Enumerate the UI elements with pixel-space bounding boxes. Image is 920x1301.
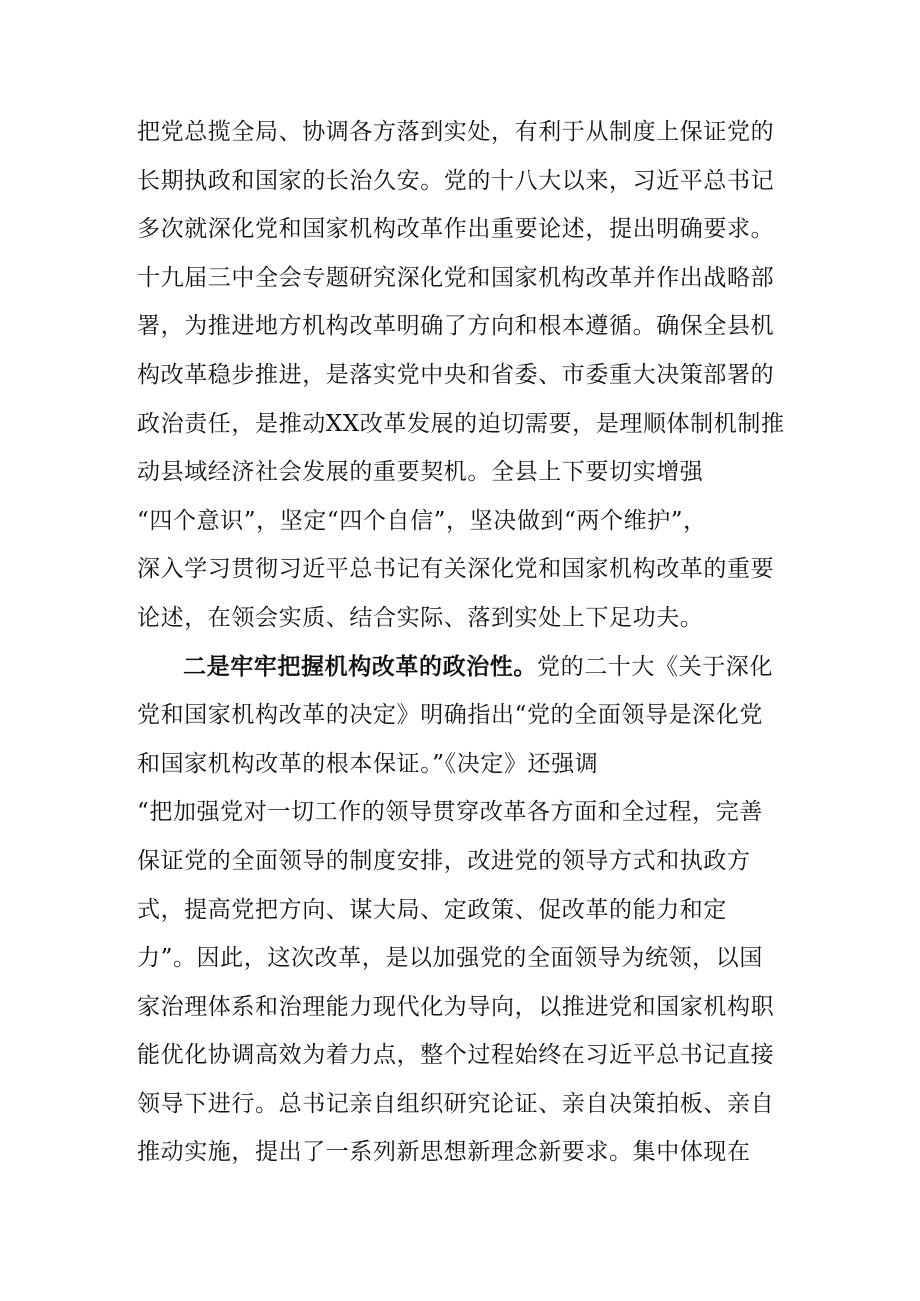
- text-line: “把加强党对一切工作的领导贯穿改革各方面和全过程，完善: [137, 799, 763, 826]
- text-line: 署，为推进地方机构改革明确了方向和根本遵循。确保全县机: [137, 313, 775, 340]
- text-line: 式，提高党把方向、谋大局、定政策、促改革的能力和定: [137, 896, 727, 923]
- text-line: 领导下进行。总书记亲自组织研究论证、亲自决策拍板、亲自: [137, 1090, 775, 1117]
- text-line: 保证党的全面领导的制度安排，改进党的领导方式和执政方: [137, 847, 751, 874]
- text-line: 多次就深化党和国家机构改革作出重要论述，提出明确要求。: [137, 216, 775, 243]
- text-line: 十九届三中全会专题研究深化党和国家机构改革并作出战略部: [137, 264, 775, 291]
- paragraph-2-heading: 二是牢牢把握机构改革的政治性。: [183, 652, 537, 680]
- text-line: 长期执政和国家的长治久安。党的十八大以来，习近平总书记: [137, 167, 775, 194]
- text-line: 论述，在领会实质、结合实际、落到实处上下足功夫。: [137, 604, 704, 631]
- text-line: 力”。因此，这次改革，是以加强党的全面领导为统领，以国: [137, 945, 763, 972]
- text-line: 构改革稳步推进，是落实党中央和省委、市委重大决策部署的: [137, 361, 775, 388]
- text-line: 和国家机构改革的根本保证。”《决定》还强调: [137, 750, 599, 777]
- text-line: 深入学习贯彻习近平总书记有关深化党和国家机构改革的重要: [137, 556, 775, 583]
- document-body: [137, 108, 797, 1177]
- text-line: 党和国家机构改革的决定》明确指出“党的全面领导是深化党: [137, 702, 763, 729]
- text-line: 能优化协调高效为着力点，整个过程始终在习近平总书记直接: [137, 1042, 775, 1069]
- text-line: 动县域经济社会发展的重要契机。全县上下要切实增强: [137, 459, 704, 486]
- text-line: “四个意识”，坚定“四个自信”，坚决做到“两个维护”，: [137, 507, 707, 534]
- text-line: 政治责任，是推动XX改革发展的迫切需要，是理顺体制机制推: [137, 410, 785, 437]
- paragraph-2-first-rest: 党的二十大《关于深化: [537, 653, 773, 680]
- paragraph-2-first-line: [137, 643, 797, 692]
- text-line: 家治理体系和治理能力现代化为导向，以推进党和国家机构职: [137, 993, 775, 1020]
- text-line: 推动实施，提出了一系列新思想新理念新要求。集中体现在: [137, 1139, 751, 1166]
- text-line: 把党总揽全局、协调各方落到实处，有利于从制度上保证党的: [137, 119, 775, 145]
